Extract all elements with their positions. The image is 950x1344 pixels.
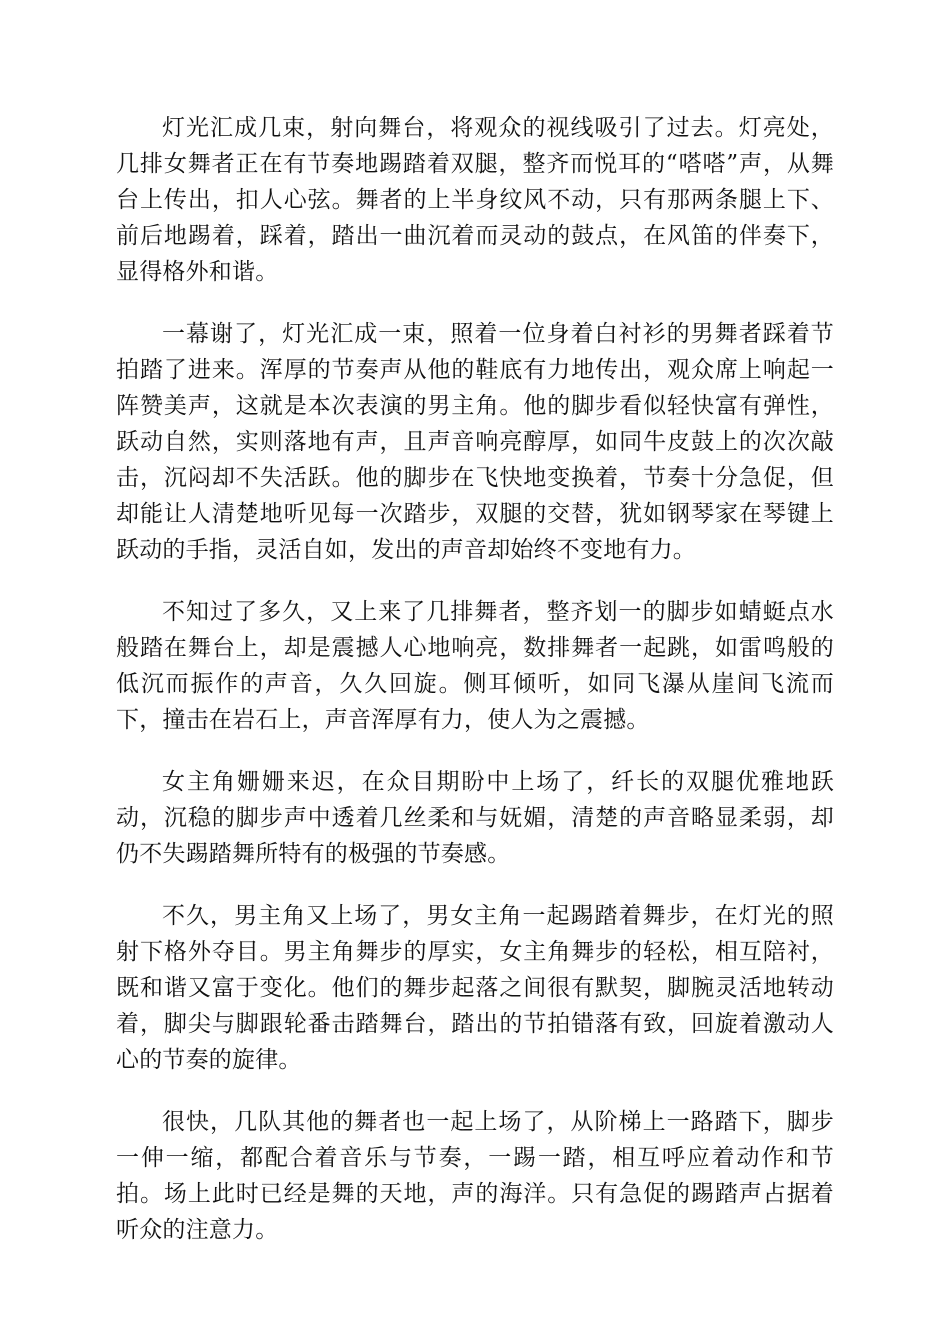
paragraph-1: 灯光汇成几束，射向舞台，将观众的视线吸引了过去。灯亮处，几排女舞者正在有节奏地踢踏着双腿，整齐而悦耳的“嗒嗒”声，从舞台上传出，扣人心弦。舞者的上半身纹风不动，只有那两条腿上下、前后地踢着，踩着，踏出一曲沉着而灵动的鼓点，在风笛的伴奏下，显得格外和谐。 (116, 115, 834, 285)
paragraph-4: 女主角姗姗来迟，在众目期盼中上场了，纤长的双腿优雅地跃动，沉稳的脚步声中透着几丝柔和与妩媚，清楚的声音略显柔弱，却仍不失踢踏舞所特有的极强的节奏感。 (116, 769, 834, 867)
document-body (116, 110, 834, 1274)
paragraph-2: 一幕谢了，灯光汇成一束，照着一位身着白衬衫的男舞者踩着节拍踏了进来。浑厚的节奏声从他的鞋底有力地传出，观众席上响起一阵赞美声，这就是本次表演的男主角。他的脚步看似轻快富有弹性，跃动自然，实则落地有声，且声音响亮醇厚，如同牛皮鼓上的次次敲击，沉闷却不失活跃。他的脚步在飞快地变换着，节奏十分急促，但却能让人清楚地听见每一次踏步，双腿的交替，犹如钢琴家在琴键上跃动的手指，灵活自如，发出的声音却始终不变地有力。 (116, 321, 834, 563)
paragraph-3: 不知过了多久，又上来了几排舞者，整齐划一的脚步如蜻蜓点水般踏在舞台上，却是震撼人心地响亮，数排舞者一起跳，如雷鸣般的低沉而振作的声音，久久回旋。侧耳倾听，如同飞瀑从崖间飞流而下，撞击在岩石上，声音浑厚有力，使人为之震撼。 (116, 599, 834, 733)
paragraph-5: 不久，男主角又上场了，男女主角一起踢踏着舞步，在灯光的照射下格外夺目。男主角舞步的厚实，女主角舞步的轻松，相互陪衬，既和谐又富于变化。他们的舞步起落之间很有默契，脚腕灵活地转动着，脚尖与脚跟轮番击踏舞台，踏出的节拍错落有致，回旋着激动人心的节奏的旋律。 (116, 903, 834, 1073)
paragraph-6: 很快，几队其他的舞者也一起上场了，从阶梯上一路踏下，脚步一伸一缩，都配合着音乐与节奏，一踢一踏，相互呼应着动作和节拍。场上此时已经是舞的天地，声的海洋。只有急促的踢踏声占据着听众的注意力。 (116, 1109, 834, 1243)
